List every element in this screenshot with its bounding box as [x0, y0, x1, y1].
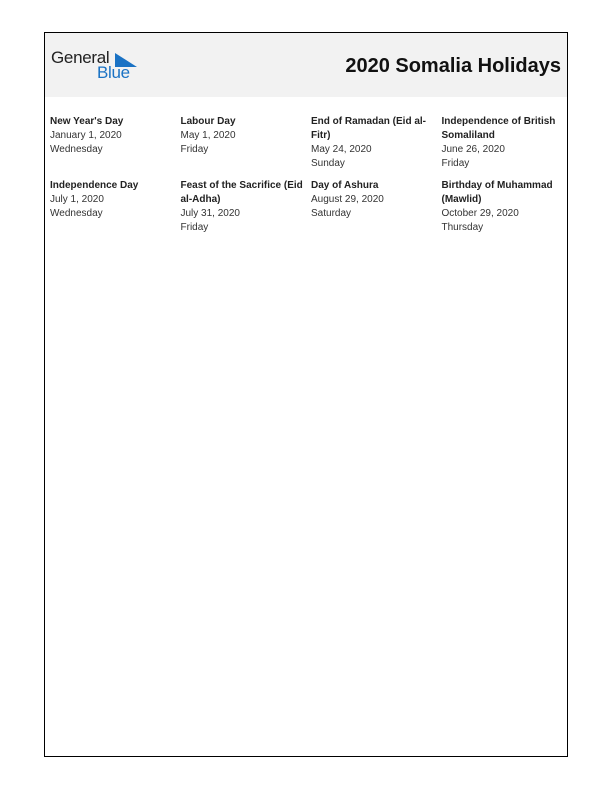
holiday-item — [442, 115, 573, 171]
holiday-date: July 1, 2020 — [50, 194, 104, 205]
logo-text-general: General — [51, 48, 110, 67]
holiday-date: October 29, 2020 — [441, 208, 519, 219]
holiday-weekday: Thursday — [441, 222, 484, 233]
holiday-weekday: Saturday — [311, 208, 352, 219]
holiday-name: Labour Day — [180, 116, 236, 127]
holiday-weekday: Wednesday — [50, 144, 103, 155]
page-header — [45, 33, 567, 97]
holiday-item — [50, 179, 181, 235]
holiday-date: July 31, 2020 — [180, 208, 240, 219]
holiday-weekday: Friday — [441, 158, 470, 169]
holiday-date: May 24, 2020 — [311, 144, 372, 155]
holiday-name: End of Ramadan (Eid al-Fitr) — [311, 116, 427, 141]
holiday-date: January 1, 2020 — [50, 130, 122, 141]
holiday-date: May 1, 2020 — [180, 130, 236, 141]
holiday-name: New Year's Day — [50, 116, 124, 127]
holiday-item — [311, 115, 442, 171]
holiday-weekday: Sunday — [311, 158, 345, 169]
holiday-name: Independence of British Somaliland — [441, 116, 556, 141]
calendar-page — [44, 32, 568, 757]
holiday-weekday: Wednesday — [50, 208, 103, 219]
holiday-item — [181, 179, 312, 235]
holiday-item — [311, 179, 442, 235]
holiday-weekday: Friday — [180, 222, 209, 233]
holiday-date: June 26, 2020 — [441, 144, 505, 155]
holiday-item — [442, 179, 573, 235]
holiday-name: Independence Day — [50, 180, 139, 191]
holiday-weekday: Friday — [180, 144, 209, 155]
page-title: 2020 Somalia Holidays — [345, 55, 561, 77]
generalblue-logo — [51, 49, 141, 83]
holiday-item — [181, 115, 312, 171]
holiday-grid — [50, 115, 566, 235]
holiday-date: August 29, 2020 — [311, 194, 384, 205]
holiday-item — [50, 115, 181, 171]
holiday-name: Feast of the Sacrifice (Eid al-Adha) — [180, 180, 303, 205]
holiday-name: Birthday of Muhammad (Mawlid) — [441, 180, 553, 205]
logo-text-blue: Blue — [97, 63, 130, 82]
holiday-name: Day of Ashura — [311, 180, 379, 191]
